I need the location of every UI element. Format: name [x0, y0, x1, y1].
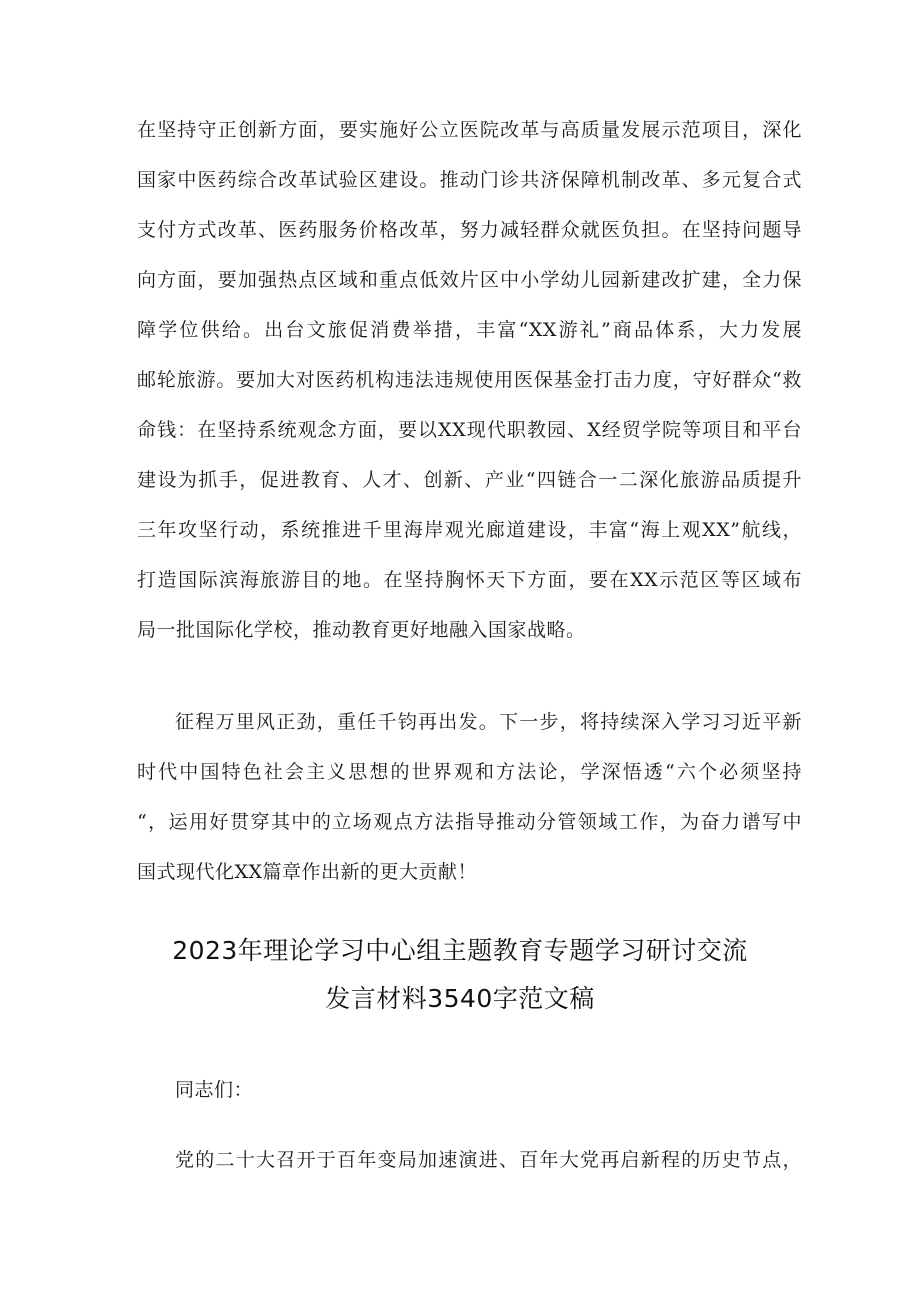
text-line: 支付方式改革、医药服务价格改革，努力减轻群众就医负担。在坚持问题导 [137, 219, 802, 241]
text-line: 三年攻坚行动，系统推进千里海岸观光廊道建设，丰富“海上观XX”航线， [137, 519, 802, 541]
text-line: 国式现代化XX篇章作出新的更大贡献！ [137, 861, 478, 883]
text-line: 向方面，要加强热点区域和重点低效片区中小学幼儿园新建改扩建，全力保 [137, 269, 802, 291]
text-line: “，运用好贯穿其中的立场观点方法指导推动分管领域工作，为奋力谱写中 [137, 811, 802, 833]
document-title-line-2: 发言材料3540字范文稿 [325, 984, 595, 1013]
text-line: 邮轮旅游。要加大对医药机构违法违规使用医保基金打击力度，守好群众“救 [137, 369, 802, 391]
text-line: 打造国际滨海旅游目的地。在坚持胸怀天下方面，要在XX示范区等区域布 [137, 569, 802, 591]
text-line: 在坚持守正创新方面，要实施好公立医院改革与高质量发展示范项目，深化 [137, 119, 802, 141]
text-line: 局一批国际化学校，推动教育更好地融入国家战略。 [137, 619, 586, 641]
text-line: 征程万里风正劲，重任千钧再出发。下一步，将持续深入学习习近平新 [175, 711, 802, 733]
text-line: 命钱：在坚持系统观念方面，要以XX现代职教园、X经贸学院等项目和平台 [137, 419, 802, 441]
text-line: 国家中医药综合改革试验区建设。推动门诊共济保障机制改革、多元复合式 [137, 169, 802, 191]
document-title-line-1: 2023年理论学习中心组主题教育专题学习研讨交流 [172, 936, 748, 965]
text-line: 建设为抓手，促进教育、人才、创新、产业“四链合一二深化旅游品质提升 [137, 469, 802, 491]
text-line: 时代中国特色社会主义思想的世界观和方法论，学深悟透“六个必须坚持 [137, 761, 802, 783]
salutation: 同志们： [175, 1079, 254, 1101]
text-line: 障学位供给。出台文旅促消费举措，丰富“XX游礼”商品体系，大力发展 [137, 319, 802, 341]
text-line: 党的二十大召开于百年变局加速演进、百年大党再启新程的历史节点， [175, 1149, 802, 1171]
